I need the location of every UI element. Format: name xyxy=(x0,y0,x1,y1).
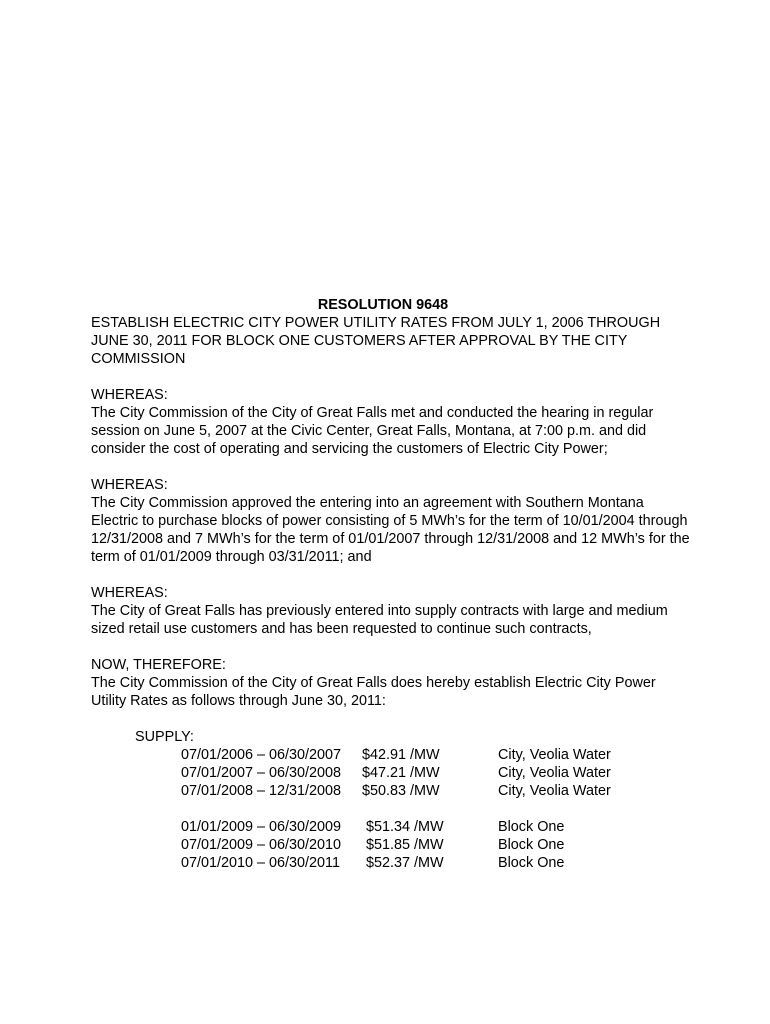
rate-period: 07/01/2009 – 06/30/2010 xyxy=(181,837,342,853)
rate-row xyxy=(181,854,691,872)
rate-customer: Block One xyxy=(498,819,565,835)
rate-row xyxy=(181,836,691,854)
resolution-title: RESOLUTION 9648 xyxy=(317,297,449,313)
rate-row xyxy=(181,818,691,836)
whereas-heading-2: WHEREAS: xyxy=(91,477,168,493)
rate-block-one xyxy=(181,818,691,872)
whereas-text-3: The City of Great Falls has previously entered into supply contracts with large and medium sized retail use customers and has been requested to continue such contracts, xyxy=(91,603,668,637)
now-therefore-text: The City Commission of the City of Great Falls does hereby establish Electric City Power Utility Rates as follows through June 30, 2011: xyxy=(91,675,656,709)
rate-period: 07/01/2007 – 06/30/2008 xyxy=(181,765,342,781)
rate-price: $51.85 /MW xyxy=(366,837,444,853)
supply-section xyxy=(135,728,691,872)
rate-customer: Block One xyxy=(498,855,565,871)
whereas-heading-3: WHEREAS: xyxy=(91,585,168,601)
rate-customer: City, Veolia Water xyxy=(498,747,611,763)
resolution-subtitle: ESTABLISH ELECTRIC CITY POWER UTILITY RATES FROM JULY 1, 2006 THROUGH JUNE 30, 2011 FOR BLOCK ONE CUSTOMERS AFTER APPROVAL BY THE CITY COMMISSION xyxy=(91,315,661,367)
whereas-text-1: The City Commission of the City of Great Falls met and conducted the hearing in regular session on June 5, 2007 at the Civic Center, Great Falls, Montana, at 7:00 p.m. and did consider the cost of operating and servicing the customers of Electric City Power; xyxy=(91,405,654,457)
now-therefore-heading: NOW, THEREFORE: xyxy=(91,657,226,673)
rate-row xyxy=(181,764,691,782)
rate-customer: City, Veolia Water xyxy=(498,783,611,799)
rate-row xyxy=(181,746,691,764)
rate-price: $50.83 /MW xyxy=(362,783,440,799)
whereas-heading-1: WHEREAS: xyxy=(91,387,168,403)
supply-label: SUPPLY: xyxy=(135,729,194,745)
rate-period: 07/01/2006 – 06/30/2007 xyxy=(181,747,342,763)
rate-period: 07/01/2008 – 12/31/2008 xyxy=(181,783,342,799)
rate-price: $42.91 /MW xyxy=(362,747,440,763)
rate-price: $47.21 /MW xyxy=(362,765,440,781)
rate-period: 01/01/2009 – 06/30/2009 xyxy=(181,819,342,835)
rate-customer: City, Veolia Water xyxy=(498,765,611,781)
resolution-body xyxy=(91,296,691,872)
whereas-text-2: The City Commission approved the entering into an agreement with Southern Montana Electric to purchase blocks of power consisting of 5 MWh’s for the term of 10/01/2004 through 12/31/2008 and 7 MWh’s for the term of 01/01/2007 through 12/31/2008 and 12 MWh’s for the term of 01/01/2009 through 03/31/2011; and xyxy=(91,495,690,565)
rate-period: 07/01/2010 – 06/30/2011 xyxy=(181,855,340,871)
rate-row xyxy=(181,782,691,800)
rate-price: $51.34 /MW xyxy=(366,819,444,835)
rate-price: $52.37 /MW xyxy=(366,855,444,871)
rate-block-city xyxy=(181,746,691,800)
rate-customer: Block One xyxy=(498,837,565,853)
